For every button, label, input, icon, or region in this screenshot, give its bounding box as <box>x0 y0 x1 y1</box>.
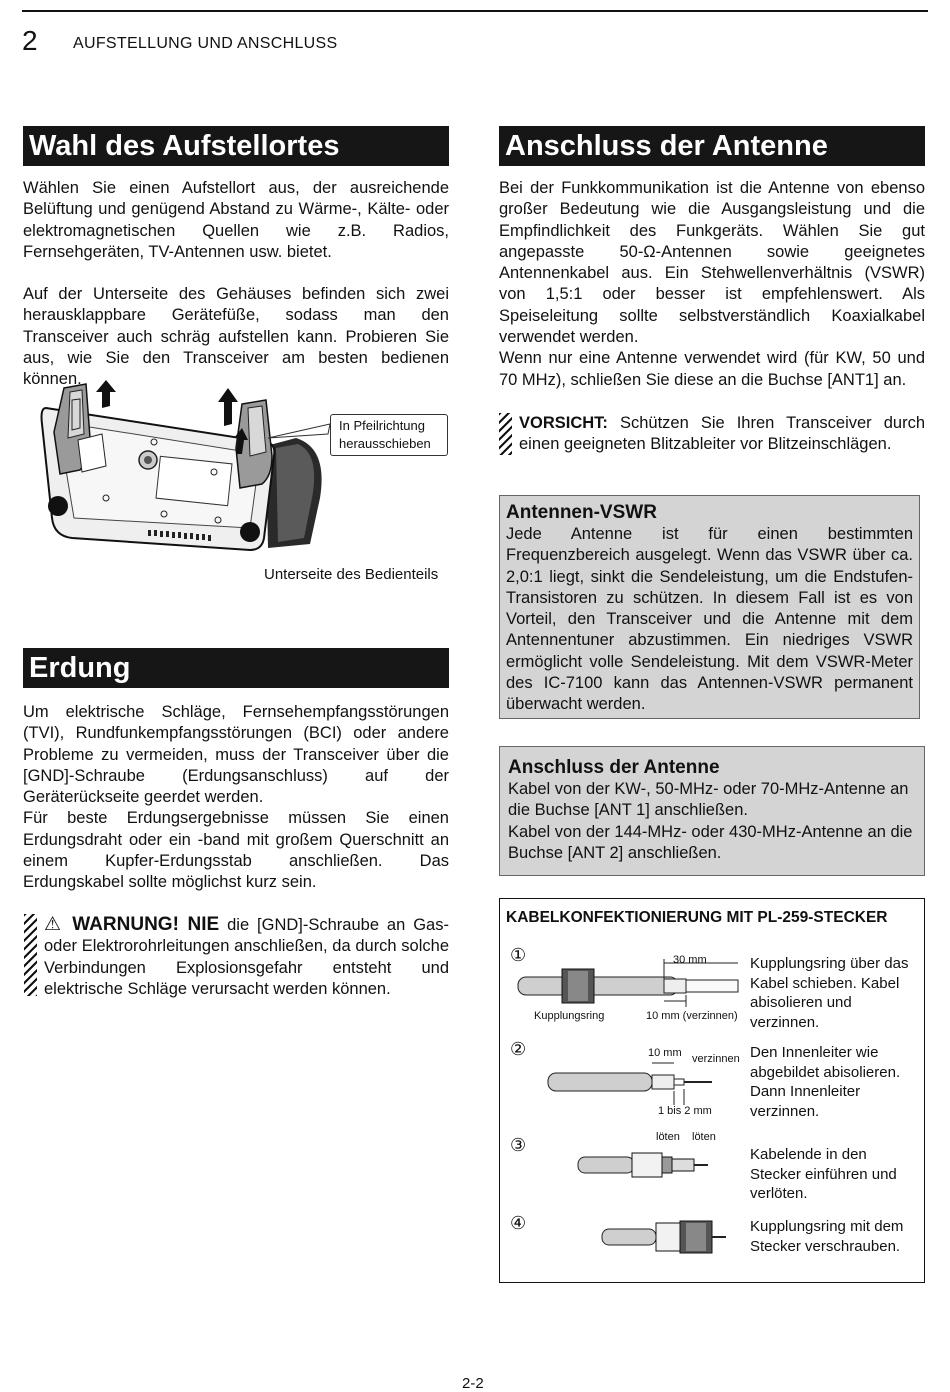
chapter-number: 2 <box>22 25 38 56</box>
caution-block <box>519 413 925 456</box>
vswr-text: Jede Antenne ist für einen bestimmten Frequenzbereich ausgelegt. Wenn das VSWR über ca. 2,0:1 liegt, sinkt die Sendeleistung, um die Endstufen-Transistoren zu schützen. In diesem Fall ist es von Vorteil, den Transceiver und die Antenne mit dem Antennentuner abzustimmen. Ein niedriges VSWR ermöglicht volle Sendeleistung. Mit dem VSWR-Meter des IC-7100 kann das Antennen-VSWR permanent überwacht werden. <box>506 525 913 714</box>
callout-line-2: herausschieben <box>339 436 431 451</box>
anschluss-box <box>499 746 925 876</box>
callout-box <box>330 414 448 456</box>
step-1-drawing <box>516 959 741 1011</box>
warning-text: die [GND]-Schraube an Gas- oder Elektrorohrleitungen anschließen, da durch solche Verbindungen Explosionsgefahr entsteht und elektrische Schläge verursacht werden können. <box>44 916 449 998</box>
caution-label: VORSICHT: <box>519 414 608 432</box>
erdung-text <box>23 702 449 894</box>
warning-block <box>44 914 449 1000</box>
label-loeten-1: löten <box>656 1131 680 1143</box>
label-1-bis-2mm: 1 bis 2 mm <box>658 1105 712 1117</box>
antenne-paragraph-2: Wenn nur eine Antenne verwendet wird (für KW, 50 und 70 MHz), schließen Sie diese an die Buchse [ANT1] an. <box>499 349 925 389</box>
anschluss-box-line-1: Kabel von der KW-, 50-MHz- oder 70-MHz-Antenne an die Buchse [ANT 1] anschließen. <box>508 780 909 820</box>
step-4-number: ④ <box>510 1213 527 1233</box>
label-30mm: 30 mm <box>673 954 707 966</box>
heading-erdung: Erdung <box>23 648 449 688</box>
wahl-text <box>23 178 449 391</box>
label-10mm: 10 mm <box>648 1047 682 1059</box>
warning-hatch <box>24 914 37 996</box>
warning-icon: ⚠ <box>44 914 65 935</box>
anschluss-box-title: Anschluss der Antenne <box>508 757 720 778</box>
step-4-text: Kupplungsring mit dem Stecker verschrauben. <box>750 1218 904 1255</box>
vswr-title: Antennen-VSWR <box>506 502 657 523</box>
cable-box-title: KABELKONFEKTIONIERUNG MIT PL-259-STECKER <box>506 909 888 926</box>
caution-text: Schützen Sie Ihren Transceiver durch einen geeigneten Blitzableiter vor Blitzeinschlägen. <box>519 414 925 454</box>
vswr-box <box>499 495 920 719</box>
illustration-caption: Unterseite des Bedienteils <box>264 566 439 583</box>
step-1-text: Kupplungsring über das Kabel schieben. Kabel abisolieren und verzinnen. <box>750 955 909 1031</box>
antenne-paragraph-1: Bei der Funkkommunikation ist die Antenne von ebenso großer Bedeutung wie die Ausgangsleistung und die Empfindlichkeit des Funkgeräts. Wählen Sie gut angepasste 50-Ω-Antennen sowie geeignetes Antennenkabel aus. Ein Stehwellenverhältnis (VSWR) von 1,5:1 oder besser ist empfehlenswert. Als Speiseleitung sollte selbstverständlich Koaxialkabel verwendet werden. <box>499 179 925 347</box>
page-number: 2-2 <box>462 1375 484 1392</box>
caution-hatch <box>499 413 512 455</box>
step-3-text: Kabelende in den Stecker einführen und verlöten. <box>750 1146 897 1202</box>
step-2-drawing <box>546 1059 716 1109</box>
heading-wahl: Wahl des Aufstellortes <box>23 126 449 166</box>
device-underside-illustration <box>28 378 448 558</box>
chapter-title: AUFSTELLUNG UND ANSCHLUSS <box>73 35 338 52</box>
step-4-drawing <box>600 1217 730 1257</box>
heading-antenne: Anschluss der Antenne <box>499 126 925 166</box>
label-kupplungsring: Kupplungsring <box>534 1010 605 1022</box>
step-2-number: ② <box>510 1039 527 1059</box>
erdung-paragraph-2: Für beste Erdungsergebnisse müssen Sie einen Erdungsdraht oder ein -band mit großem Querschnitt an einem Kupfer-Erdungsstab anschließen. Das Erdungskabel sollte möglichst kurz sein. <box>23 809 449 892</box>
step-2-text: Den Innenleiter wie abgebildet abisolieren. Dann Innenleiter verzinnen. <box>750 1044 901 1120</box>
step-3-number: ③ <box>510 1135 527 1155</box>
label-10mm-verzinnen: 10 mm (verzinnen) <box>646 1010 738 1022</box>
cable-assembly-box <box>499 898 925 1283</box>
wahl-paragraph-1: Wählen Sie einen Aufstellort aus, der ausreichende Belüftung und genügend Abstand zu Wärme-, Kälte- oder elektromagnetischen Quellen wie z.B. Radios, Fernsehgeräten, TV-Antennen usw. bietet. <box>23 179 449 261</box>
erdung-paragraph-1: Um elektrische Schläge, Fernsehempfangsstörungen (TVI), Rundfunkempfangsstörungen (BCI) oder andere Probleme zu vermeiden, muss der Transceiver über die [GND]-Schraube (Erdungsanschluss) auf der Geräterückseite geerdet werden. <box>23 703 449 807</box>
warning-label: WARNUNG! NIE <box>72 914 220 935</box>
wahl-paragraph-2: Auf der Unterseite des Gehäuses befinden sich zwei herausklappbare Gerätefüße, sodass man den Transceiver auch schräg aufstellen kann. Probieren Sie aus, wie Sie den Transceiver am besten bedienen können. <box>23 285 449 389</box>
header-rule <box>22 10 928 12</box>
label-verzinnen: verzinnen <box>692 1053 740 1065</box>
label-loeten-2: löten <box>692 1131 716 1143</box>
callout-line-1: In Pfeilrichtung <box>339 418 425 433</box>
antenne-text <box>499 178 925 391</box>
anschluss-box-line-2: Kabel von der 144-MHz- oder 430-MHz-Antenne an die Buchse [ANT 2] anschließen. <box>508 822 913 862</box>
step-3-drawing <box>576 1149 726 1181</box>
step-1-number: ① <box>510 945 527 965</box>
